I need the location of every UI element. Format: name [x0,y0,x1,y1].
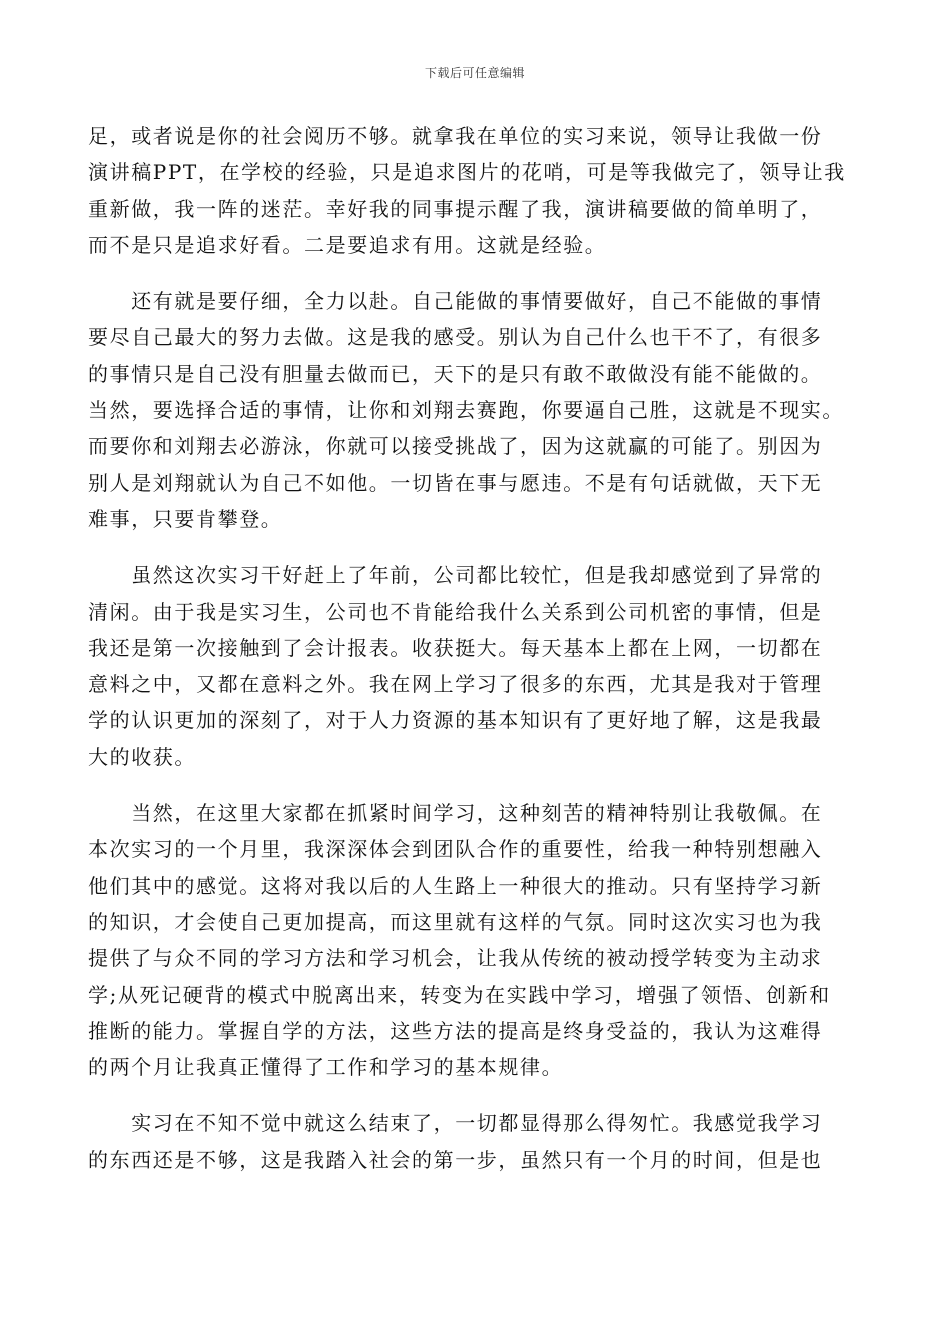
text-line: 他们其中的感觉。这将对我以后的人生路上一种很大的推动。只有坚持学习新 [88,873,823,898]
paragraph-2 [88,283,862,537]
paragraph-5 [88,1105,862,1178]
text-line: 还有就是要仔细，全力以赴。自己能做的事情要做好，自己不能做的事情 [88,289,823,314]
text-line: 的知识，才会使自己更加提高，而这里就有这样的气氛。同时这次实习也为我 [88,909,823,934]
text-line: 难事，只要肯攀登。 [88,506,283,531]
text-line: 本次实习的一个月里，我深深体会到团队合作的重要性，给我一种特别想融入 [88,837,823,862]
text-line: 的事情只是自己没有胆量去做而已，天下的是只有敢不敢做没有能不能做的。 [88,361,823,386]
page-header: 下载后可任意编辑 [424,66,525,80]
text-line: 清闲。由于我是实习生，公司也不肯能给我什么关系到公司机密的事情，但是 [88,599,823,624]
text-line: 当然，在这里大家都在抓紧时间学习，这种刻苦的精神特别让我敬佩。在 [88,801,823,826]
document-body [88,118,862,1198]
text-line: 重新做，我一阵的迷茫。幸好我的同事提示醒了我，演讲稿要做的简单明了， [88,196,823,221]
text-line: 我还是第一次接触到了会计报表。收获挺大。每天基本上都在上网，一切都在 [88,635,823,660]
text-line: 要尽自己最大的努力去做。这是我的感受。别认为自己什么也干不了，有很多 [88,325,823,350]
text-line: 实习在不知不觉中就这么结束了，一切都显得那么得匆忙。我感觉我学习 [88,1111,823,1136]
text-line: 虽然这次实习干好赶上了年前，公司都比较忙，但是我却感觉到了异常的 [88,563,823,588]
text-line: 意料之中，又都在意料之外。我在网上学习了很多的东西，尤其是我对于管理 [88,672,823,697]
text-line: 提供了与众不同的学习方法和学习机会，让我从传统的被动授学转变为主动求 [88,946,823,971]
text-line: 的两个月让我真正懂得了工作和学习的基本规律。 [88,1055,564,1080]
text-line: 的东西还是不够，这是我踏入社会的第一步，虽然只有一个月的时间，但是也 [88,1147,823,1172]
text-line: 学的认识更加的深刻了，对于人力资源的基本知识有了更好地了解，这是我最 [88,708,823,733]
text-line: 大的收获。 [88,744,196,769]
text-line: 别人是刘翔就认为自己不如他。一切皆在事与愿违。不是有句话就做，天下无 [88,470,823,495]
text-line: 而不是只是追求好看。二是要追求有用。这就是经验。 [88,232,607,257]
text-line: 当然，要选择合适的事情，让你和刘翔去赛跑，你要逼自己胜，这就是不现实。 [88,398,844,423]
text-line: 学;从死记硬背的模式中脱离出来，转变为在实践中学习，增强了领悟、创新和 [88,982,831,1007]
text-line: 演讲稿PPT，在学校的经验，只是追求图片的花哨，可是等我做完了，领导让我 [88,160,846,185]
paragraph-3 [88,557,862,775]
paragraph-4 [88,795,862,1085]
text-line: 而要你和刘翔去必游泳，你就可以接受挑战了，因为这就赢的可能了。别因为 [88,434,823,459]
paragraph-1 [88,118,862,263]
text-line: 推断的能力。掌握自学的方法，这些方法的提高是终身受益的，我认为这难得 [88,1018,823,1043]
text-line: 足，或者说是你的社会阅历不够。就拿我在单位的实习来说，领导让我做一份 [88,124,823,148]
